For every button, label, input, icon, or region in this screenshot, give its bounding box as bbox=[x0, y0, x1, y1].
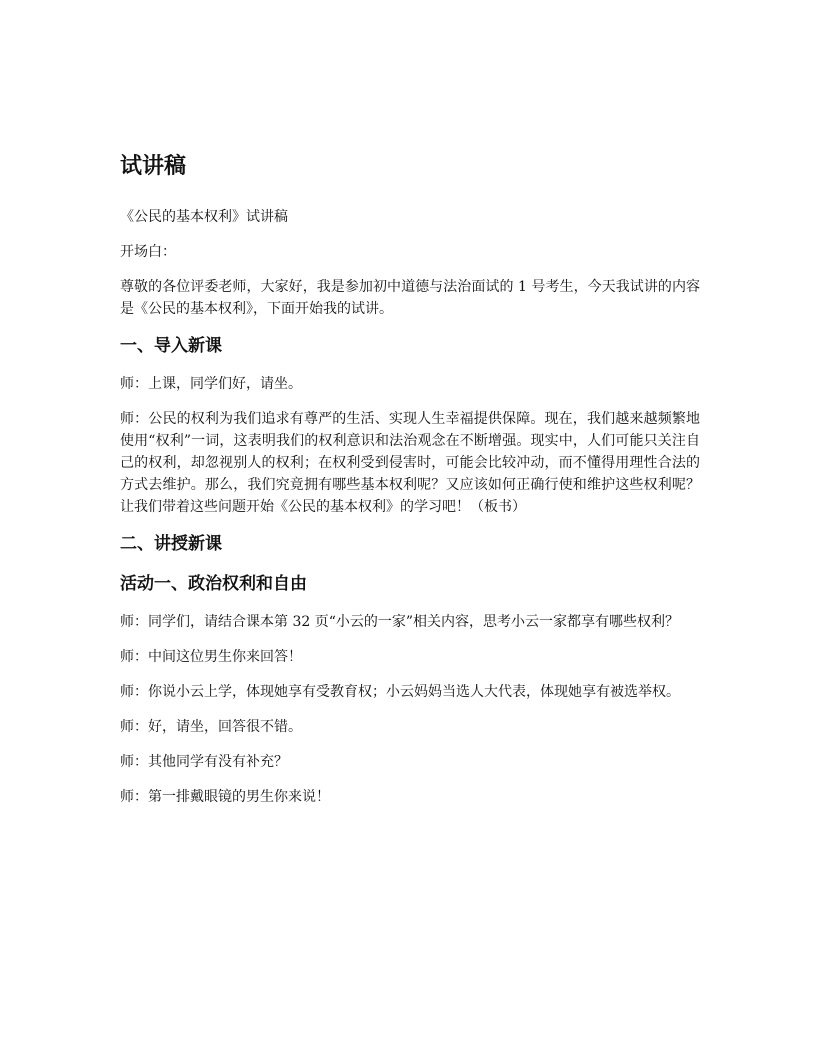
paragraph: 师：同学们，请结合课本第 32 页“小云的一家”相关内容，思考小云一家都享有哪些权利？ bbox=[120, 614, 680, 630]
section-heading-intro: 一、导入新课 bbox=[120, 336, 222, 356]
paragraph: 师：中间这位男生你来回答！ bbox=[120, 649, 302, 665]
page-title: 试讲稿 bbox=[120, 154, 187, 179]
document-subtitle: 《公民的基本权利》试讲稿 bbox=[120, 209, 288, 225]
opening-label: 开场白： bbox=[120, 244, 176, 260]
paragraph: 师：好，请坐，回答很不错。 bbox=[120, 719, 302, 735]
section-heading-teaching: 二、讲授新课 bbox=[120, 534, 222, 554]
paragraph: 师：上课，同学们好，请坐。 bbox=[120, 376, 302, 392]
paragraph: 师：你说小云上学，体现她享有受教育权；小云妈妈当选人大代表，体现她享有被选举权。 bbox=[120, 684, 680, 700]
document-page bbox=[120, 150, 700, 821]
opening-paragraph: 尊敬的各位评委老师，大家好，我是参加初中道德与法治面试的 1 号考生，今天我试讲的内容是《公民的基本权利》，下面开始我的试讲。 bbox=[120, 279, 700, 317]
paragraph: 师：公民的权利为我们追求有尊严的生活、实现人生幸福提供保障。现在，我们越来越频繁地使用“权利”一词，这表明我们的权利意识和法治观念在不断增强。现实中，人们可能只关注自己的权利，却忽视别人的权利；在权利受到侵害时，可能会比较冲动，而不懂得用理性合法的方式去维护。那么，我们究竟拥有哪些基本权利呢？又应该如何正确行使和维护这些权利呢？让我们带着这些问题开始《公民的基本权利》的学习吧！（板书） bbox=[120, 411, 700, 515]
paragraph: 师：其他同学有没有补充？ bbox=[120, 754, 288, 770]
activity-heading: 活动一、政治权利和自由 bbox=[120, 574, 307, 594]
paragraph: 师：第一排戴眼镜的男生你来说！ bbox=[120, 789, 330, 805]
